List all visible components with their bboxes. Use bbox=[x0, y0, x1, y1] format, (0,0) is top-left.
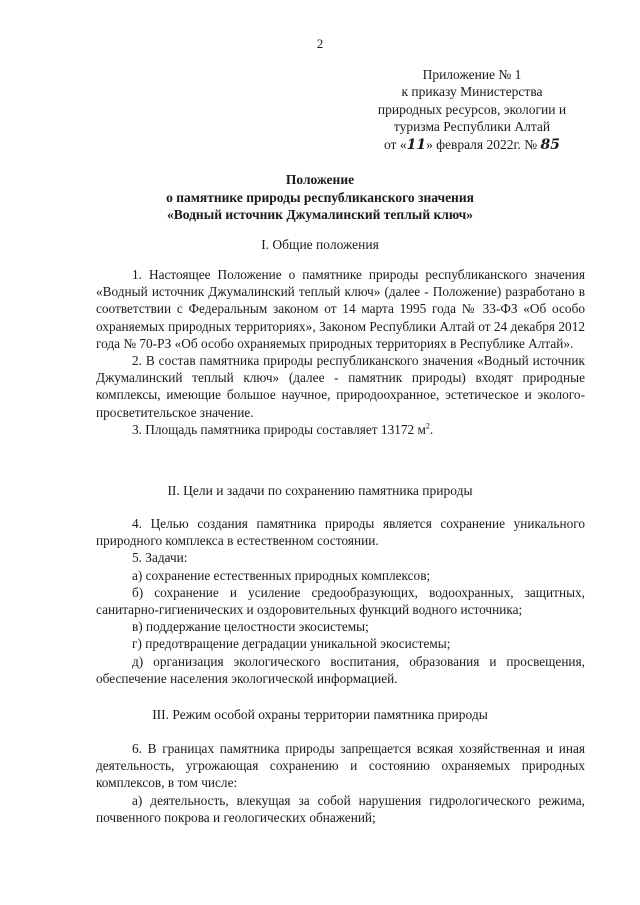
appendix-line-2: к приказу Министерства bbox=[401, 84, 543, 100]
task-d: г) предотвращение деградации уникальной экосистемы; bbox=[132, 636, 451, 652]
paragraph-3-text: 3. Площадь памятника природы составляет 13172 м bbox=[132, 421, 426, 437]
task-c: в) поддержание целостности экосистемы; bbox=[132, 619, 369, 635]
appendix-line-3: природных ресурсов, экологии и bbox=[377, 101, 567, 117]
section-2-body bbox=[96, 515, 585, 687]
title-line-3: «Водный источник Джумалинский теплый ключ» bbox=[166, 207, 473, 222]
prohibition-a: а) деятельность, влекущая за собой нарушения гидрологического режима, почвенного покрова и геологических обнажений; bbox=[96, 792, 585, 825]
paragraph-3 bbox=[96, 421, 585, 438]
paragraph-2: 2. В состав памятника природы республиканского значения «Водный источник Джумалинский теплый ключ» (далее - памятник природы) входят природные комплексы, имеющие большое научное, природоохранное, эстетическое и эколого-просветительское значение. bbox=[96, 353, 585, 420]
section-heading-2: II. Цели и задачи по сохранению памятника природы bbox=[167, 483, 473, 498]
paragraph-4: 4. Целью создания памятника природы является сохранение уникального природного комплекса в естественном состоянии. bbox=[96, 516, 585, 549]
task-b: б) сохранение и усиление средообразующих, водоохранных, защитных, санитарно-гигиенических и оздоровительных функций водного источника; bbox=[96, 584, 585, 618]
section-3-body bbox=[96, 740, 585, 826]
paragraph-3-end: . bbox=[429, 421, 434, 437]
date-middle: » февраля 2022г. № bbox=[426, 136, 541, 152]
paragraph-6: 6. В границах памятника природы запрещается всякая хозяйственная и иная деятельность, угрожающая сохранению и состоянию охраняемых природных комплексов, в том числе: bbox=[96, 741, 585, 791]
title-line-2: о памятнике природы республиканского значения bbox=[166, 189, 474, 205]
document-title bbox=[0, 171, 640, 224]
page-number: 2 bbox=[316, 36, 324, 51]
superscript-2: 2 bbox=[425, 421, 430, 431]
task-a: а) сохранение естественных природных комплексов; bbox=[132, 567, 431, 583]
appendix-date-line bbox=[352, 136, 592, 154]
handwritten-number: 85 bbox=[540, 136, 561, 153]
appendix-line-1: Приложение № 1 bbox=[422, 67, 522, 82]
section-1-body bbox=[96, 266, 585, 438]
date-prefix: от « bbox=[383, 136, 407, 152]
title-line-1: Положение bbox=[285, 172, 355, 187]
appendix-block bbox=[352, 66, 592, 154]
task-e: д) организация экологического воспитания, образования и просвещения, обеспечение населения экологической информацией. bbox=[96, 653, 585, 686]
paragraph-5: 5. Задачи: bbox=[132, 550, 188, 566]
handwritten-day: 11 bbox=[406, 136, 427, 153]
section-heading-3: III. Режим особой охраны территории памятника природы bbox=[152, 707, 488, 722]
appendix-line-4: туризма Республики Алтай bbox=[393, 119, 551, 135]
section-heading-1: I. Общие положения bbox=[261, 237, 379, 252]
paragraph-1: 1. Настоящее Положение о памятнике природы республиканского значения «Водный источник Джумалинский теплый ключ» (далее - Положение) разработано в соответствии с Федеральным законом от 14 марта 1995 года № 33-ФЗ «Об особо охраняемых природных территориях», Законом Республики Алтай от 24 декабря 2012 года № 70-РЗ «Об особо охраняемых природных территориях в Республике Алтай». bbox=[96, 267, 585, 351]
